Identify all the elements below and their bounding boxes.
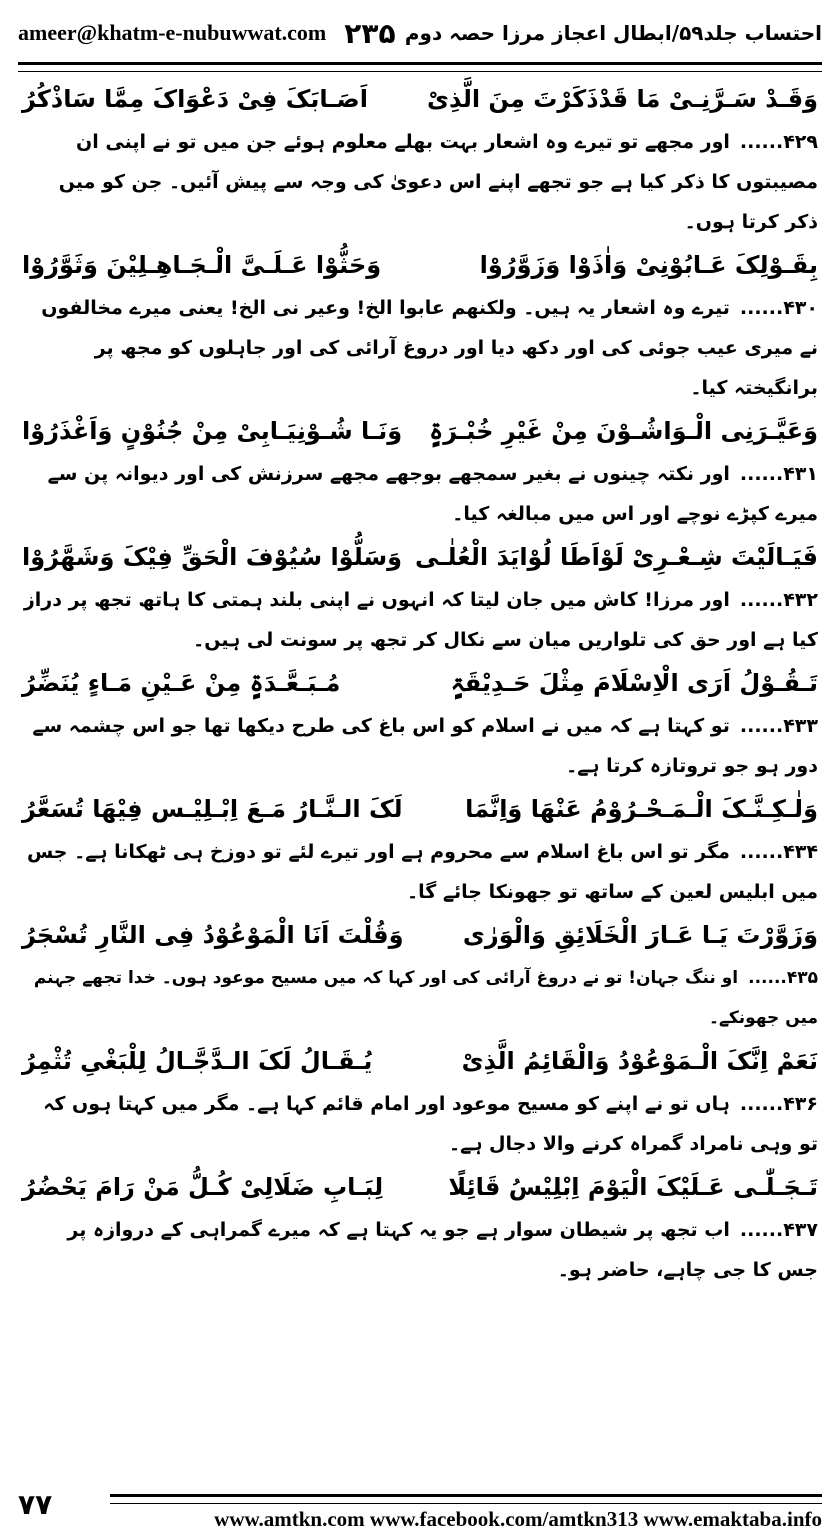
verse-block bbox=[22, 786, 818, 912]
arabic-verse bbox=[22, 76, 818, 122]
verse-second-hemistich: وَسَلُّوْا سُیُوْفَ الْحَقِّ فِیْکَ وَشَهَّرُوْا bbox=[22, 543, 403, 571]
arabic-verse bbox=[22, 660, 818, 706]
verse-second-hemistich: لَکَ الـنَّـارُ مَـعَ اِبْـلِیْـس فِیْهَا تُسَعَّرُ bbox=[22, 795, 403, 823]
page-content bbox=[22, 76, 818, 1476]
header-page-number: ۲۳۵ bbox=[344, 16, 396, 50]
verse-number: ۴۲۹...... bbox=[739, 131, 818, 153]
page-footer bbox=[18, 1487, 822, 1536]
verse-first-hemistich: نَعَمْ اِنَّکَ الْـمَوْعُوْدُ وَالْقَائِمُ الَّذِیْ bbox=[461, 1047, 818, 1075]
arabic-verse bbox=[22, 408, 818, 454]
verse-second-hemistich: مُـبَـعَّـدَۃٍ مِنْ عَـیْنِ مَـاءٍ یُنَضِّرُ bbox=[22, 669, 341, 697]
arabic-verse bbox=[22, 1164, 818, 1210]
verse-first-hemistich: تَـجَـلّٰـی عَـلَیْکَ الْیَوْمَ اِبْلِیْسُ قَائِلًا bbox=[448, 1173, 818, 1201]
urdu-translation bbox=[22, 1210, 818, 1290]
verse-block bbox=[22, 1164, 818, 1290]
arabic-verse bbox=[22, 912, 818, 958]
verse-number: ۴۳۷...... bbox=[739, 1219, 818, 1241]
urdu-translation bbox=[22, 288, 818, 408]
arabic-verse bbox=[22, 534, 818, 580]
translation-text: تو کہتا ہے کہ میں نے اسلام کو اس باغ کی طرح دیکھا تھا جو اس چشمہ سے دور ہو جو تروتازہ کرتا ہے۔ bbox=[32, 715, 818, 777]
verse-first-hemistich: وَزَوَّرْتَ یَـا عَـارَ الْخَلَائِقِ وَالْوَرٰی bbox=[462, 921, 818, 949]
verse-second-hemistich: اَصَـابَکَ فِیْ دَعْوَاکَ مِمَّا سَاذْکُرُ bbox=[22, 85, 368, 113]
verse-second-hemistich: وَحَثُّوْا عَـلَـیَّ الْـجَـاهِـلِیْنَ وَثَوَّرُوْا bbox=[22, 251, 382, 279]
verse-block bbox=[22, 1038, 818, 1164]
verse-number: ۴۳۳...... bbox=[739, 715, 818, 737]
translation-text: تیرے وہ اشعار یہ ہیں۔ ولکنهم عابوا الخ! وعیر نی الخ! یعنی میرے مخالفوں نے میری عیب جوئی کی اور دکھ دیا اور دروغ آرائی کی اور جاہلوں کو مجھ پر برانگیختہ کیا۔ bbox=[41, 297, 818, 399]
verse-number: ۴۳۴...... bbox=[739, 841, 818, 863]
urdu-translation bbox=[22, 454, 818, 534]
verse-block bbox=[22, 534, 818, 660]
verse-number: ۴۳۲...... bbox=[739, 589, 818, 611]
verse-block bbox=[22, 912, 818, 1038]
verse-number: ۴۳۵...... bbox=[748, 968, 818, 988]
header-left bbox=[18, 17, 396, 50]
folio-number: ۷۷ bbox=[18, 1487, 53, 1521]
verse-second-hemistich: لِبَـابِ ضَلَالِیْ کُـلُّ مَنْ رَامَ یَحْضُرُ bbox=[22, 1173, 384, 1201]
header-rule bbox=[18, 62, 822, 72]
urdu-translation bbox=[22, 580, 818, 660]
urdu-translation bbox=[22, 706, 818, 786]
verse-number: ۴۳۶...... bbox=[739, 1093, 818, 1115]
urdu-translation bbox=[22, 1084, 818, 1164]
verse-block bbox=[22, 408, 818, 534]
translation-text: اب تجھ پر شیطان سوار ہے جو یہ کہتا ہے کہ میرے گمراہی کے دروازہ پر جس کا جی چاہے، حاضر ہو۔ bbox=[67, 1219, 818, 1281]
verse-first-hemistich: وَقَـدْ سَـرَّنِـیْ مَا قَدْذَکَرْتَ مِنَ الَّذِیْ bbox=[426, 85, 818, 113]
translation-text: اور نکتہ چینوں نے بغیر سمجھے بوجھے مجھے سرزنش کی اور دیوانہ پن سے میرے کپڑے نوچے اور اس میں مبالغہ کیا۔ bbox=[47, 463, 818, 525]
verse-second-hemistich: وَقُلْتَ اَنَا الْمَوْعُوْدُ فِی النَّارِ تُسْجَرُ bbox=[22, 921, 404, 949]
translation-text: مگر تو اس باغ اسلام سے محروم ہے اور تیرے لئے تو دوزخ ہی ٹھکانا ہے۔ جس میں ابلیس لعین کے ساتھ تو جھونکا جائے گا۔ bbox=[26, 841, 818, 903]
verse-first-hemistich: بِقَـوْلِکَ عَـابُوْنِیْ وَاٰذَوْا وَزَوَّرُوْا bbox=[479, 251, 818, 279]
verse-number: ۴۳۰...... bbox=[739, 297, 818, 319]
header-email[interactable]: ameer@khatm-e-nubuwwat.com bbox=[18, 20, 327, 45]
verse-block bbox=[22, 242, 818, 408]
translation-text: اور مجھے تو تیرے وہ اشعار بہت بھلے معلوم ہوئے جن میں تو نے اپنی ان مصیبتوں کا ذکر کیا ہے جو تجھے اپنے اس دعویٰ کی وجہ سے پیش آئیں۔ جن کو میں ذکر کرتا ہوں۔ bbox=[58, 131, 818, 233]
translation-text: اور مرزا! کاش میں جان لیتا کہ انہوں نے اپنی بلند ہمتی کا ہاتھ تجھ پر دراز کیا ہے اور حق کی تلواریں میان سے نکال کر تجھ پر سونت لی ہیں۔ bbox=[23, 589, 818, 651]
urdu-translation bbox=[22, 122, 818, 242]
verse-second-hemistich: یُـقَـالُ لَکَ الـدَّجَّـالُ لِلْبَغْیِ تُثْمِرُ bbox=[22, 1047, 373, 1075]
arabic-verse bbox=[22, 1038, 818, 1084]
verse-first-hemistich: تَـقُـوْلُ اَرَی الْاِسْلَامَ مِثْلَ حَـدِیْقَۃٍ bbox=[450, 669, 818, 697]
verse-first-hemistich: وَلٰـکِـنَّـکَ الْـمَـحْـرُوْمُ عَنْهَا وَاِنَّمَا bbox=[465, 795, 818, 823]
verse-first-hemistich: وَعَیَّـرَنِی الْـوَاشُـوْنَ مِنْ غَیْرِ خُبْـرَۃٍ bbox=[429, 417, 818, 445]
page-header bbox=[18, 8, 822, 58]
verse-first-hemistich: فَیَـالَیْتَ شِـعْـرِیْ لَوْاَطَا لُوْایَدَ الْعُلٰـی bbox=[415, 543, 818, 571]
translation-text: او ننگ جہان! تو نے دروغ آرائی کی اور کہا کہ میں مسیح موعود ہوں۔ خدا تجھے جہنم میں جھونکے۔ bbox=[33, 968, 818, 1028]
urdu-translation bbox=[22, 832, 818, 912]
verse-second-hemistich: وَنَـا شُـوْنِیَـابِیْ مِنْ جُنُوْنٍ وَاَغْذَرُوْا bbox=[22, 417, 403, 445]
arabic-verse bbox=[22, 242, 818, 288]
verse-block bbox=[22, 76, 818, 242]
footer-links[interactable]: www.amtkn.com www.facebook.com/amtkn313 www.emaktaba.info bbox=[214, 1506, 822, 1531]
translation-text: ہاں تو نے اپنے کو مسیح موعود اور امام قائم کہا ہے۔ مگر میں کہتا ہوں کہ تو وہی نامراد گمراہ کرنے والا دجال ہے۔ bbox=[43, 1093, 818, 1155]
verse-block bbox=[22, 660, 818, 786]
urdu-translation bbox=[22, 958, 818, 1038]
verse-number: ۴۳۱...... bbox=[739, 463, 818, 485]
arabic-verse bbox=[22, 786, 818, 832]
header-title: احتساب جلد۵۹/ابطال اعجاز مرزا حصہ دوم bbox=[404, 21, 822, 45]
